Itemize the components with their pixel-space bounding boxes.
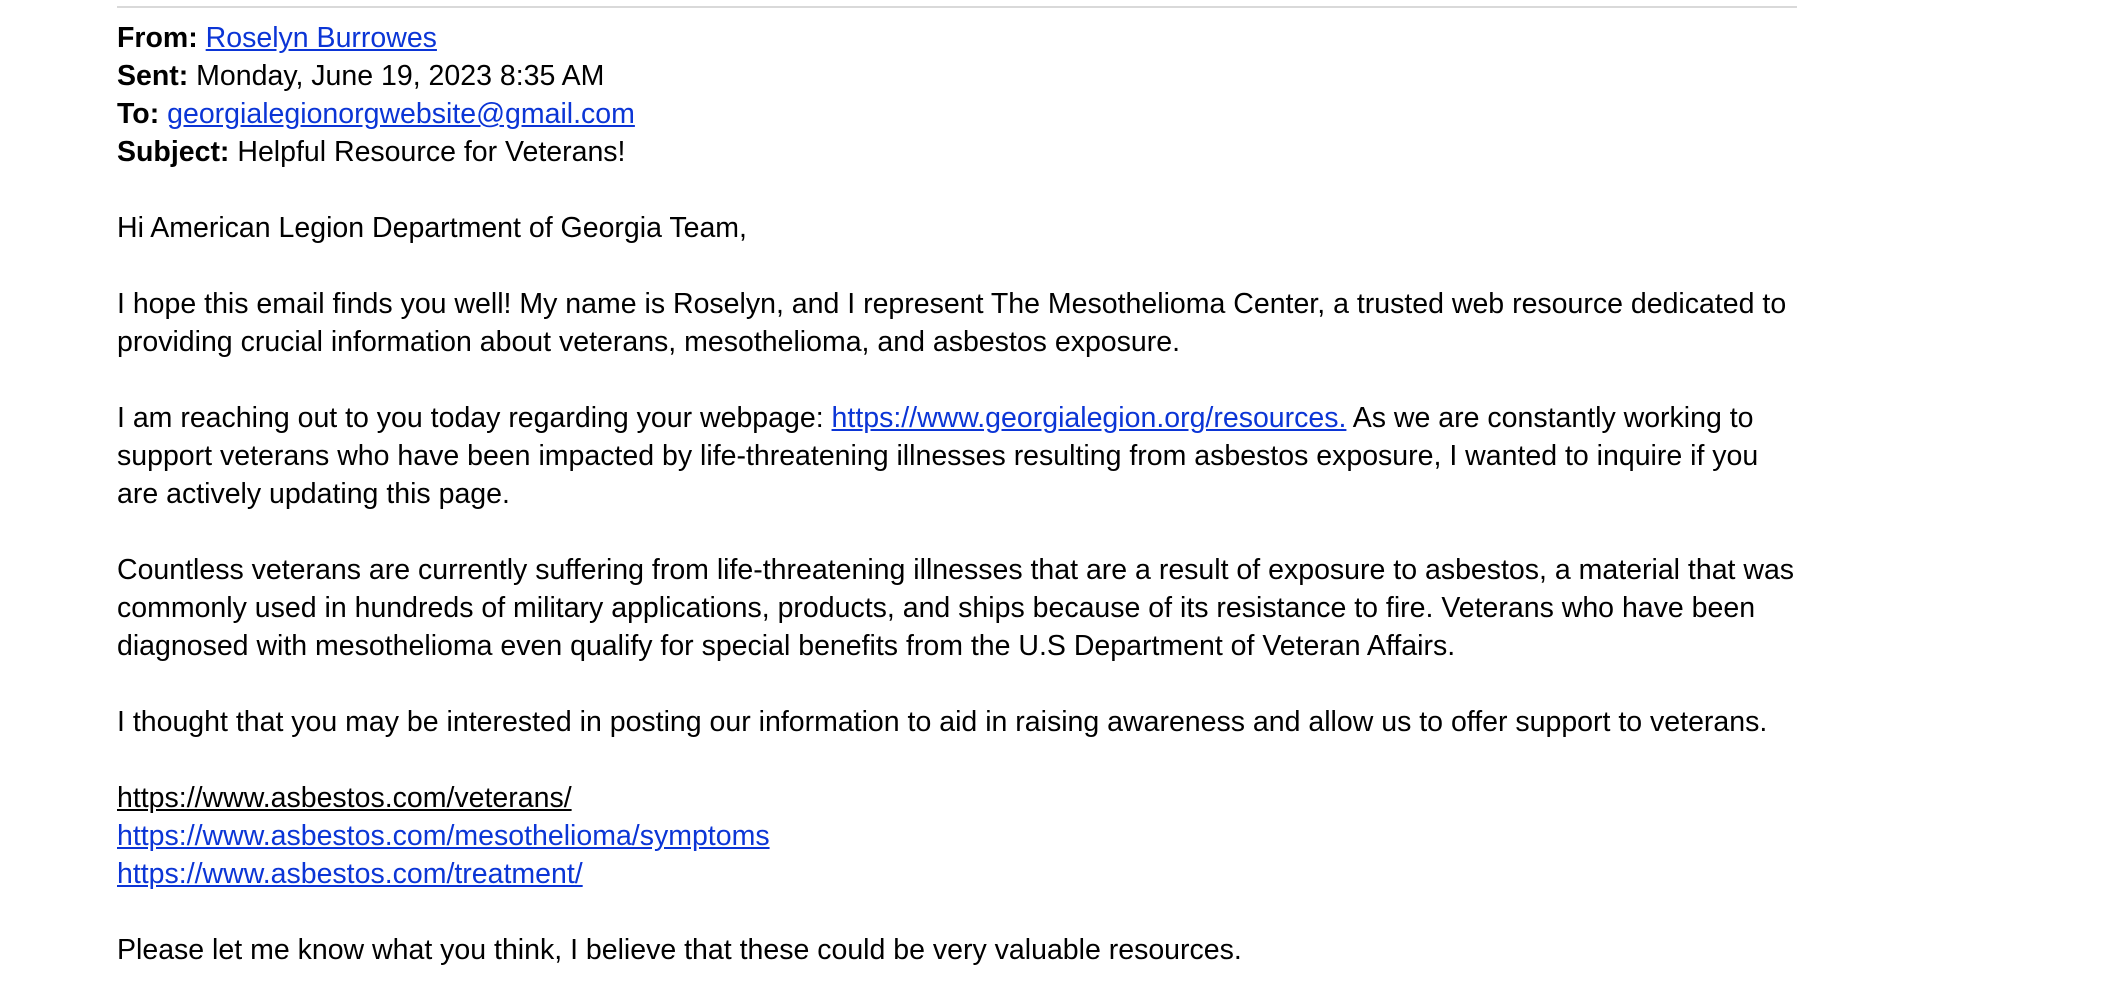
to-label: To:	[117, 98, 168, 130]
email-headers	[117, 0, 1797, 171]
sent-date: Monday, June 19, 2023 8:35 AM	[196, 60, 605, 92]
sender-name-link[interactable]: Roselyn Burrowes	[205, 22, 437, 54]
subject-text: Helpful Resource for Veterans!	[237, 136, 626, 168]
resource-links	[117, 779, 1797, 893]
body-paragraph-request: I thought that you may be interested in posting our information to aid in raising awareness and allow us to offer support to veterans.	[117, 706, 1768, 738]
from-label: From:	[117, 22, 206, 54]
body-paragraph-intro: I hope this email finds you well! My name is Roselyn, and I represent The Mesothelioma Center, a trusted web resource dedicated to providing crucial information about veterans, mesothelioma, and asbestos exposure.	[117, 288, 1787, 358]
sent-label: Sent:	[117, 60, 197, 92]
recipient-email-link[interactable]: georgialegionorgwebsite@gmail.com	[167, 98, 635, 130]
email-message	[117, 0, 1797, 969]
greeting: Hi American Legion Department of Georgia Team,	[117, 212, 747, 244]
webpage-text-before: I am reaching out to you today regarding your webpage:	[117, 402, 832, 434]
subject-label: Subject:	[117, 136, 238, 168]
treatment-resource-link[interactable]: https://www.asbestos.com/treatment/	[117, 858, 583, 890]
sent-line	[117, 57, 1797, 95]
georgialegion-resources-link[interactable]: https://www.georgialegion.org/resources.	[831, 402, 1347, 434]
from-line	[117, 19, 1797, 57]
closing-paragraph: Please let me know what you think, I believe that these could be very valuable resources.	[117, 934, 1242, 966]
body-paragraph-veterans: Countless veterans are currently suffering from life-threatening illnesses that are a result of exposure to asbestos, a material that was commonly used in hundreds of military applications, products, and ships because of its resistance to fire. Veterans who have been diagnosed with mesothelioma even qualify for special benefits from the U.S Department of Veteran Affairs.	[117, 554, 1795, 662]
symptoms-resource-link[interactable]: https://www.asbestos.com/mesothelioma/symptoms	[117, 820, 770, 852]
veterans-resource-link[interactable]: https://www.asbestos.com/veterans/	[117, 782, 572, 814]
body-paragraph-webpage	[117, 399, 1797, 513]
subject-line	[117, 133, 1797, 171]
to-line	[117, 95, 1797, 133]
webpage-text-after: As we are constantly working to support veterans who have been impacted by life-threatening illnesses resulting from asbestos exposure, I wanted to inquire if you are actively updating this page.	[117, 402, 1759, 510]
